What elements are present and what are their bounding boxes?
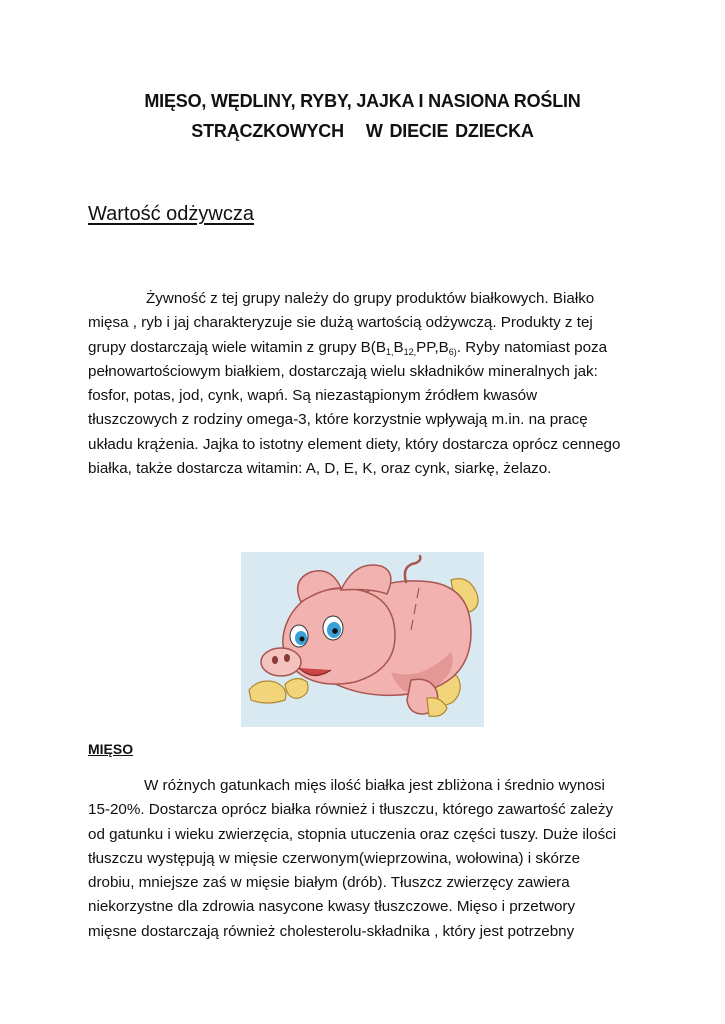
- title-line-1: MIĘSO, WĘDLINY, RYBY, JAJKA I NASIONA ROŚLIN: [144, 91, 581, 111]
- paragraph-meat: [88, 774, 648, 944]
- pig-drawing: [241, 552, 484, 727]
- paragraph-line: 15-20%. Dostarcza oprócz białka również i tłuszczu, którego zawartość zależy: [88, 801, 614, 819]
- paragraph-line: układu krążenia. Jajka to istotny element diety, który dostarcza oprócz cennego: [88, 435, 621, 453]
- title-line-2-part-b: W DIECIE DZIECKA: [365, 121, 534, 141]
- subscript: 12,: [403, 346, 417, 357]
- section-heading-nutritional-value: Wartość odżywcza: [88, 203, 254, 225]
- text-run: . Ryby natomiast poza: [456, 338, 608, 356]
- title-line-2-part-a: STRĄCZKOWYCH: [191, 121, 344, 141]
- paragraph-line: W różnych gatunkach mięs ilość białka jest zbliżona i średnio wynosi: [144, 777, 605, 794]
- paragraph-line: fosfor, potas, jod, cynk, wapń. Są niezastąpionym źródłem kwasów: [88, 387, 538, 405]
- pig-illustration: [241, 552, 484, 727]
- paragraph-line-vitamins: [88, 336, 648, 360]
- paragraph-line: mięsa , ryb i jaj charakteryzuje sie dużą wartością odżywczą. Produkty z tej: [88, 314, 593, 332]
- text-run: B: [393, 338, 404, 356]
- paragraph-line: mięsne dostarczają również cholesterolu-składnika , który jest potrzebny: [88, 922, 575, 940]
- text-run: grupy dostarczają wiele witamin z grupy B(B: [88, 338, 386, 356]
- paragraph-nutrition: [88, 287, 648, 481]
- paragraph-line: niekorzystne dla zdrowia nasycone kwasy tłuszczowe. Mięso i przetwory: [88, 898, 576, 916]
- subscript: 6): [448, 346, 457, 357]
- text-run: PP,B: [416, 338, 449, 356]
- paragraph-line: tłuszczu występują w mięsie czerwonym(wieprzowina, wołowina) i skórze: [88, 849, 581, 867]
- paragraph-line: białka, także dostarcza witamin: A, D, E, K, oraz cynk, siarkę, żelazo.: [88, 460, 552, 478]
- paragraph-line: od gatunku i wieku zwierzęcia, stopnia utuczenia oraz części tuszy. Duże ilości: [88, 825, 617, 843]
- title-line-2: [80, 116, 645, 146]
- subscript: 1,: [385, 346, 394, 357]
- paragraph-line: tłuszczowych z rodziny omega-3, które korzystnie wpływają m.in. na pracę: [88, 411, 588, 429]
- subheading-meat: MIĘSO: [88, 741, 134, 757]
- paragraph-line: pełnowartościowym białkiem, dostarczają wielu składników mineralnych jak:: [88, 362, 598, 380]
- paragraph-line: Żywność z tej grupy należy do grupy produktów białkowych. Białko: [146, 290, 595, 307]
- paragraph-line: drobiu, mniejsze zaś w mięsie białym (drób). Tłuszcz zwierzęcy zawiera: [88, 874, 570, 892]
- document-title: [80, 86, 645, 146]
